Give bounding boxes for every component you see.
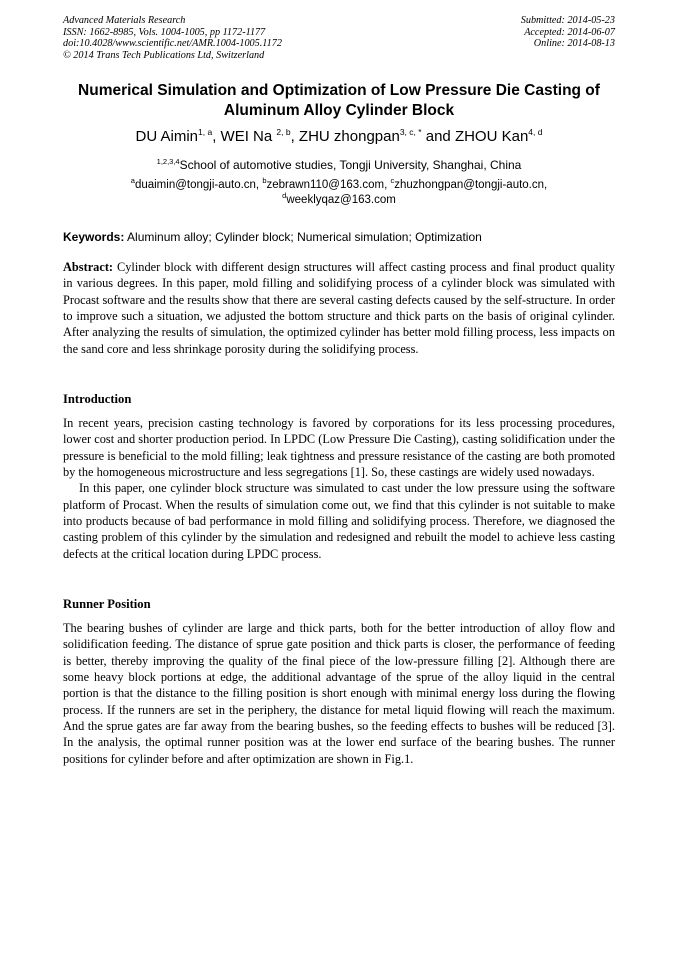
abstract-label: Abstract:	[63, 260, 114, 274]
runner-position-body	[63, 620, 615, 767]
abstract-paragraph	[63, 259, 615, 357]
abstract	[63, 259, 615, 357]
accepted-date: Accepted: 2014-06-07	[524, 26, 615, 38]
author-name: ZHU zhongpan	[298, 128, 400, 145]
email-a: duaimin@tongji-auto.cn,	[134, 179, 263, 191]
author-name: DU Aimin	[135, 128, 199, 145]
author-separator: ,	[290, 128, 299, 145]
email-b: zebrawn110@163.com,	[266, 179, 391, 191]
email-d: weeklyqaz@163.com	[286, 194, 396, 206]
keywords	[63, 229, 615, 245]
runner-position-heading: Runner Position	[63, 597, 151, 611]
abstract-text: Cylinder block with different design structures will affect casting process and final product quality in various degrees. In this paper, mold filling and solidifying process of a cylinder block was simulated with Procast software and the results show that there are several casting defects caused by the self-structure. In order to improve such a situation, we adjusted the bottom structure and thick parts on the basis of original cylinder. After analyzing the results of simulation, the optimized cylinder has better mold filling process, less impacts on the sand core and less shrinkage porosity during the solidifying process.	[63, 260, 615, 356]
copyright-line: © 2014 Trans Tech Publications Ltd, Switzerland	[63, 49, 265, 61]
issn-line: ISSN: 1662-8985, Vols. 1004-1005, pp 1172-1177	[63, 26, 266, 38]
email-sup: c	[390, 176, 395, 185]
introduction-heading: Introduction	[63, 392, 132, 406]
author-sup: 1, a	[198, 127, 213, 137]
title-line-1: Numerical Simulation and Optimization of Low Pressure Die Casting of	[78, 82, 600, 99]
affiliation-sup: 1,2,3,4	[156, 157, 180, 166]
paper-title	[40, 81, 638, 121]
author-name: ZHOU Kan	[454, 128, 529, 145]
keywords-text: Aluminum alloy; Cylinder block; Numerical simulation; Optimization	[124, 230, 482, 244]
submission-dates	[395, 15, 615, 50]
email-sup: b	[262, 176, 267, 185]
affiliation	[20, 157, 658, 173]
submitted-date: Submitted: 2014-05-23	[520, 15, 615, 26]
title-line-2: Aluminum Alloy Cylinder Block	[223, 102, 455, 119]
author-separator: and	[421, 128, 455, 145]
keywords-label: Keywords:	[63, 230, 125, 244]
introduction-body	[63, 415, 615, 562]
author-list	[20, 127, 658, 147]
email-sup: a	[130, 176, 135, 185]
email-c: zhuzhongpan@tongji-auto.cn,	[394, 179, 548, 191]
author-sup: 4, d	[528, 127, 543, 137]
author-separator: ,	[212, 128, 221, 145]
doi-line: doi:10.4028/www.scientific.net/AMR.1004-1005.1172	[63, 38, 282, 49]
author-sup: 3, c, *	[399, 127, 422, 137]
journal-name: Advanced Materials Research	[63, 15, 186, 26]
author-emails	[80, 178, 598, 208]
author-name: WEI Na	[220, 128, 277, 145]
online-date: Online: 2014-08-13	[533, 38, 615, 49]
journal-info	[63, 15, 393, 61]
affiliation-text: School of automotive studies, Tongji University, Shanghai, China	[179, 158, 522, 172]
email-sup: d	[282, 191, 287, 200]
paragraph: In recent years, precision casting technology is favored by corporations for its less processing procedures, lower cost and shorter production period. In LPDC (Low Pressure Die Casting), casting solidification under the pressure is beneficial to the mold filling; leak tightness and pressure resistance of the casting are both promoted by the homogeneous microstructure and less segregations [1]. So, these castings are widely used nowadays.	[63, 416, 615, 480]
author-sup: 2, b	[276, 127, 291, 137]
paragraph: The bearing bushes of cylinder are large and thick parts, both for the better introduction of alloy flow and solidification feeding. The distance of sprue gate position and thick parts is closer, the performance of feeding is better, thereby improving the quality of the final piece of the low-pressure filling [2]. Although there are some heavy block portions at edge, the additional advantage of the sprue of the alloy liquid in the central portion is that the distance to the filling position is short enough with minimal energy loss during the flowing process. If the runners are set in the periphery, the distance for metal liquid flowing will reach the maximum. And the sprue gates are far away from the bearing bushes, so the feeding effects to bushes will be reduced [3]. In the analysis, the optimal runner position was at the lower end surface of the bearing bushes. The runner positions for cylinder before and after optimization are shown in Fig.1.	[63, 621, 615, 766]
paragraph: In this paper, one cylinder block structure was simulated to cast under the low pressure using the software platform of Procast. When the results of simulation come out, we find that this cylinder is not suitable to make into products because of bad performance in mold filling and solidifying process. Therefore, we diagnosed the casting problem of this cylinder by the simulation and redesigned and rebuilt the model to achieve less casting defects at the critical location during LPDC process.	[63, 481, 615, 561]
